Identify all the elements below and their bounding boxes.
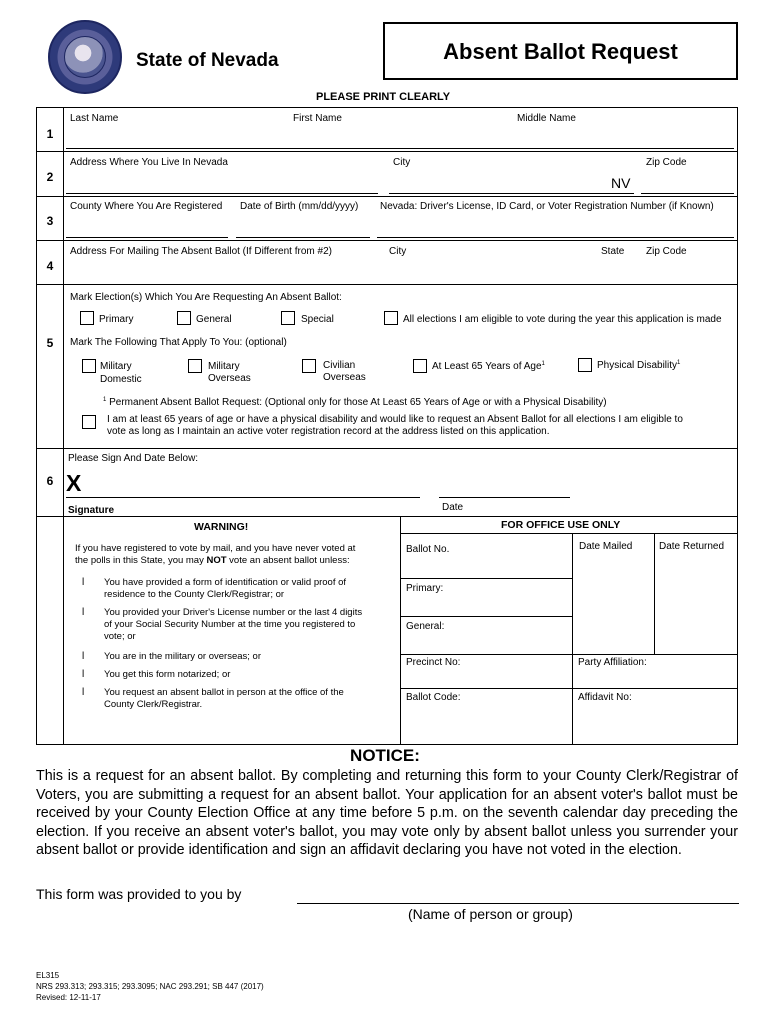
general-label: General bbox=[196, 314, 232, 325]
zip-label: Zip Code bbox=[646, 157, 687, 168]
address-label: Address Where You Live In Nevada bbox=[70, 157, 228, 168]
divider bbox=[36, 284, 738, 285]
state-name: State of Nevada bbox=[136, 50, 279, 71]
permanent-text-line-2: vote as long as I maintain an active voter registration record at the address listed on this application. bbox=[107, 426, 550, 437]
military-domestic-checkbox[interactable] bbox=[82, 359, 96, 373]
office-use-title: FOR OFFICE USE ONLY bbox=[501, 519, 621, 531]
section-number-6: 6 bbox=[46, 474, 54, 488]
revised-date: Revised: 12-11-17 bbox=[36, 993, 101, 1002]
last-name-label: Last Name bbox=[70, 113, 119, 124]
section-number-2: 2 bbox=[46, 170, 54, 184]
provided-by-label: This form was provided to you by bbox=[36, 886, 242, 902]
mailing-state-label: State bbox=[601, 246, 625, 257]
section-number-4: 4 bbox=[46, 259, 54, 273]
middle-name-label: Middle Name bbox=[517, 113, 576, 124]
warning-item-1a: You have provided a form of identification or valid proof of bbox=[104, 577, 347, 588]
primary-office-label: Primary: bbox=[406, 583, 444, 594]
special-label: Special bbox=[301, 314, 334, 325]
form-title: Absent Ballot Request bbox=[383, 22, 738, 80]
civilian-overseas-label-2: Overseas bbox=[323, 372, 366, 383]
apply-label: Mark The Following That Apply To You: (optional) bbox=[70, 337, 287, 348]
statutes: NRS 293.313; 293.315; 293.3095; NAC 293.291; SB 447 (2017) bbox=[36, 982, 264, 991]
date-returned-label: Date Returned bbox=[659, 541, 725, 552]
permanent-text-line-1: I am at least 65 years of age or have a physical disability and would like to request an Absent Ballot for all elections I am eligible to bbox=[107, 414, 683, 425]
civilian-overseas-label-1: Civilian bbox=[323, 360, 356, 371]
id-field[interactable] bbox=[377, 237, 734, 238]
notice-text: This is a request for an absent ballot. By completing and returning this form to your County Clerk/Registrar of Voters, you are submitting a request for an absent ballot. Your application for an absent voter's ballot must be received by your County Election Office at any time before 5 p.m. on the seventh calendar day preceding the election. If you receive an absent voter's ballot, you may vote only by absent ballot unless you surrender your absent ballot or provide identification and sign an affidavit declaring you have not voted in the election. bbox=[36, 768, 738, 859]
age-65-checkbox[interactable] bbox=[413, 359, 427, 373]
divider bbox=[36, 240, 738, 241]
city-label: City bbox=[393, 157, 411, 168]
bullet: l bbox=[82, 669, 85, 680]
bullet: l bbox=[82, 577, 85, 588]
disability-label: Physical Disability$^1$ bbox=[597, 360, 681, 371]
divider bbox=[654, 533, 655, 654]
primary-checkbox[interactable] bbox=[80, 311, 94, 325]
divider bbox=[400, 516, 401, 745]
dob-label: Date of Birth (mm/dd/yyyy) bbox=[240, 201, 359, 212]
military-overseas-label-1: Military bbox=[208, 361, 240, 372]
primary-label: Primary bbox=[99, 314, 134, 325]
name-field[interactable] bbox=[66, 148, 734, 149]
divider bbox=[400, 578, 572, 579]
bullet: l bbox=[82, 651, 85, 662]
mailing-address-label: Address For Mailing The Absent Ballot (If Different from #2) bbox=[70, 246, 332, 257]
military-domestic-label-1: Military bbox=[100, 361, 132, 372]
permanent-checkbox[interactable] bbox=[82, 415, 96, 429]
warning-item-1b: residence to the County Clerk/Registrar; or bbox=[104, 589, 285, 600]
county-field[interactable] bbox=[66, 237, 228, 238]
election-label: Mark Election(s) Which You Are Requesting An Absent Ballot: bbox=[70, 292, 342, 303]
provided-name-caption: (Name of person or group) bbox=[408, 906, 573, 922]
divider bbox=[400, 654, 738, 655]
warning-intro-1: If you have registered to vote by mail, and you have never voted at bbox=[75, 543, 356, 554]
affidavit-label: Affidavit No: bbox=[578, 692, 632, 703]
divider bbox=[36, 516, 738, 517]
zip-field[interactable] bbox=[641, 193, 734, 194]
warning-item-3: You are in the military or overseas; or bbox=[104, 651, 262, 662]
section-number-column bbox=[36, 107, 64, 745]
bullet: l bbox=[82, 607, 85, 618]
provided-by-field[interactable] bbox=[297, 903, 739, 904]
warning-item-5b: County Clerk/Registrar. bbox=[104, 699, 203, 710]
state-seal-logo bbox=[48, 20, 122, 94]
form-code: EL315 bbox=[36, 971, 60, 980]
notice-title: NOTICE: bbox=[350, 746, 420, 765]
city-field[interactable] bbox=[389, 193, 634, 194]
general-checkbox[interactable] bbox=[177, 311, 191, 325]
precinct-label: Precinct No: bbox=[406, 657, 461, 668]
date-mailed-label: Date Mailed bbox=[579, 541, 633, 552]
divider bbox=[36, 448, 738, 449]
county-label: County Where You Are Registered bbox=[70, 201, 223, 212]
general-office-label: General: bbox=[406, 621, 445, 632]
special-checkbox[interactable] bbox=[281, 311, 295, 325]
signature-label: Signature bbox=[68, 505, 115, 516]
age-65-label: At Least 65 Years of Age$^1$ bbox=[432, 361, 545, 372]
divider bbox=[36, 196, 738, 197]
bullet: l bbox=[82, 687, 85, 698]
signature-field[interactable] bbox=[66, 497, 420, 498]
warning-intro-2: the polls in this State, you may NOT vote an absent ballot unless: bbox=[75, 555, 350, 566]
military-overseas-checkbox[interactable] bbox=[188, 359, 202, 373]
date-label: Date bbox=[442, 502, 464, 513]
signature-x-mark: X bbox=[66, 470, 82, 496]
ballot-code-label: Ballot Code: bbox=[406, 692, 461, 703]
mailing-zip-label: Zip Code bbox=[646, 246, 687, 257]
warning-item-2c: vote; or bbox=[104, 631, 136, 642]
sign-date-label: Please Sign And Date Below: bbox=[68, 453, 199, 464]
date-field[interactable] bbox=[439, 497, 570, 498]
divider bbox=[400, 688, 738, 689]
disability-checkbox[interactable] bbox=[578, 358, 592, 372]
divider bbox=[400, 533, 738, 534]
all-elections-label: All elections I am eligible to vote during the year this application is made bbox=[403, 314, 722, 325]
divider bbox=[572, 533, 573, 745]
dob-field[interactable] bbox=[236, 237, 370, 238]
divider bbox=[36, 151, 738, 152]
mailing-city-label: City bbox=[389, 246, 407, 257]
section-number-5: 5 bbox=[46, 336, 54, 350]
all-elections-checkbox[interactable] bbox=[384, 311, 398, 325]
first-name-label: First Name bbox=[293, 113, 342, 124]
warning-item-4: You get this form notarized; or bbox=[104, 669, 231, 680]
section-number-1: 1 bbox=[46, 127, 54, 141]
state-value: NV bbox=[611, 175, 631, 191]
party-affiliation-label: Party Affiliation: bbox=[578, 657, 647, 668]
permanent-note: $^1$ Permanent Absent Ballot Request: (Optional only for those At Least 65 Years of Age or with a Physical Disability) bbox=[103, 397, 607, 408]
warning-item-2a: You provided your Driver's License number or the last 4 digits bbox=[104, 607, 363, 618]
form-footer bbox=[36, 970, 264, 1003]
ballot-no-label: Ballot No. bbox=[406, 544, 450, 555]
warning-title: WARNING! bbox=[194, 521, 249, 533]
section-number-3: 3 bbox=[46, 214, 54, 228]
military-domestic-label-2: Domestic bbox=[100, 374, 142, 385]
print-instruction: PLEASE PRINT CLEARLY bbox=[316, 91, 451, 103]
address-field[interactable] bbox=[66, 193, 378, 194]
warning-item-2b: of your Social Security Number at the time you registered to bbox=[104, 619, 356, 630]
civilian-overseas-checkbox[interactable] bbox=[302, 359, 316, 373]
warning-item-5a: You request an absent ballot in person at the office of the bbox=[104, 687, 344, 698]
military-overseas-label-2: Overseas bbox=[208, 373, 251, 384]
id-number-label: Nevada: Driver's License, ID Card, or Voter Registration Number (if Known) bbox=[380, 201, 714, 212]
divider bbox=[400, 616, 572, 617]
